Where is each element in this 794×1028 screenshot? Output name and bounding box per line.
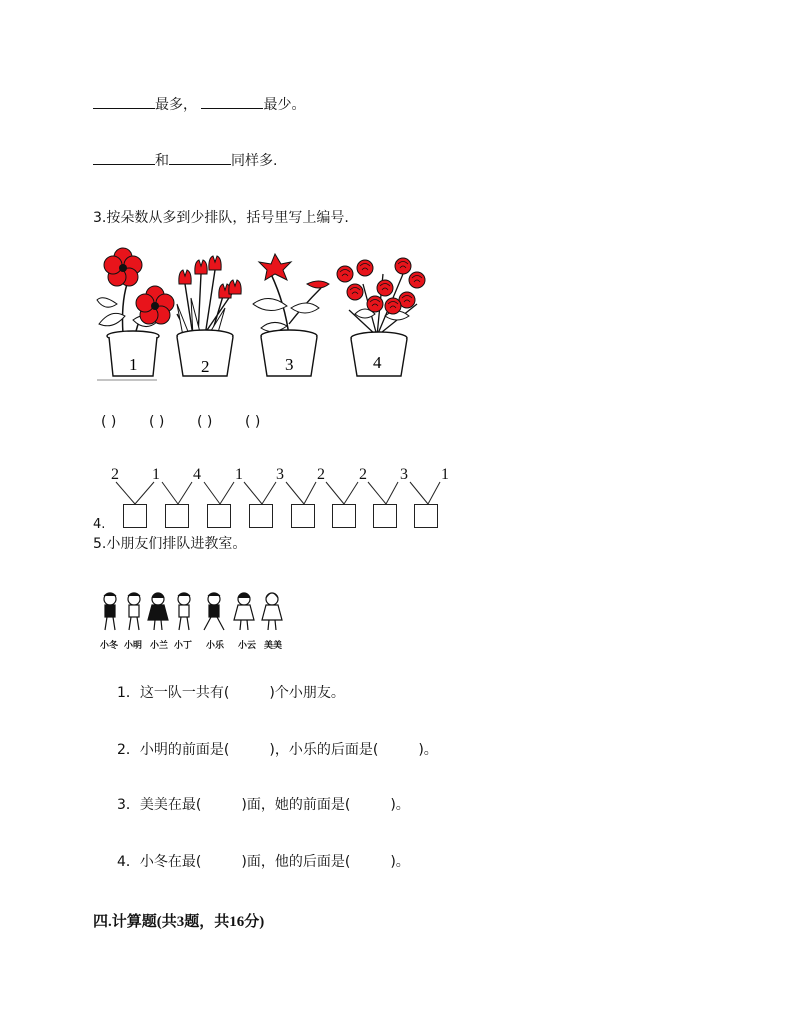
pot-number-2: 2 <box>201 357 210 376</box>
kid-label-4: 小丁 <box>174 641 193 651</box>
kid-label-5: 小乐 <box>206 641 225 651</box>
q2-same-text: 同样多. <box>231 153 278 169</box>
kid-label-2: 小明 <box>124 641 143 651</box>
q5-question-2 <box>117 740 438 760</box>
q5-question-4 <box>117 852 410 872</box>
q5-q1-part-b: )个小朋友。 <box>269 685 345 701</box>
q5-title: 5.小朋友们排队进教室。 <box>93 536 247 552</box>
q2-line <box>93 150 277 171</box>
q4-answer-box-2[interactable] <box>165 504 189 528</box>
pot-1-flowers <box>97 248 174 336</box>
q3-answer-4[interactable]: ( ) <box>245 414 261 430</box>
q5-q4-part-b: )面，他的后面是( <box>241 854 351 870</box>
q1-line <box>93 94 305 115</box>
q4-number-1: 2 <box>111 466 119 483</box>
q5-question-3 <box>117 795 410 815</box>
kid-label-3: 小兰 <box>150 641 169 651</box>
pot-number-4: 4 <box>373 353 382 372</box>
q5-q3-part-a: 3．美美在最( <box>117 797 202 813</box>
q4-answer-box-7[interactable] <box>373 504 397 528</box>
section-4-heading: 四.计算题(共3题，共16分) <box>93 914 265 930</box>
q2-blank-1[interactable] <box>93 150 155 165</box>
q3-answer-2[interactable]: ( ) <box>149 414 165 430</box>
q4-answer-box-4[interactable] <box>249 504 273 528</box>
pot-3-flowers <box>253 254 329 336</box>
pot-2-flowers <box>177 256 241 336</box>
q4-number-5: 3 <box>276 466 284 483</box>
pot-4-flowers <box>337 258 425 336</box>
q5-q2-part-c: )。 <box>418 742 438 758</box>
q4-number-3: 4 <box>193 466 201 483</box>
q5-q3-part-c: )。 <box>390 797 410 813</box>
kid-label-7: 美美 <box>264 641 283 651</box>
q3-answer-3[interactable]: ( ) <box>197 414 213 430</box>
q5-q4-part-a: 4．小冬在最( <box>117 854 202 870</box>
q4-label: 4. <box>93 517 106 532</box>
q5-q2-part-a: 2．小明的前面是( <box>117 742 230 758</box>
q4-answer-box-5[interactable] <box>291 504 315 528</box>
q4-number-6: 2 <box>317 466 325 483</box>
q4-answer-box-6[interactable] <box>332 504 356 528</box>
q4-number-8: 3 <box>400 466 408 483</box>
q3-title: 3.按朵数从多到少排队，括号里写上编号. <box>93 210 349 226</box>
q1-most-text: 最多， <box>155 97 197 113</box>
q5-q3-part-b: )面，她的前面是( <box>241 797 351 813</box>
q5-q1-part-a: 1．这一队一共有( <box>117 685 230 701</box>
q1-blank-most[interactable] <box>93 94 155 109</box>
q4-number-9: 1 <box>441 466 449 483</box>
children-line-illustration <box>98 590 290 636</box>
pot-1 <box>97 331 159 380</box>
q4-number-7: 2 <box>359 466 367 483</box>
q1-least-text: 最少。 <box>263 97 306 113</box>
q4-number-2: 1 <box>152 466 160 483</box>
kid-label-1: 小冬 <box>100 641 119 651</box>
q2-blank-2[interactable] <box>169 150 231 165</box>
q1-blank-least[interactable] <box>201 94 263 109</box>
q5-q2-part-b: )，小乐的后面是( <box>269 742 379 758</box>
kid-label-6: 小云 <box>238 641 257 651</box>
pot-number-3: 3 <box>285 355 294 374</box>
q4-answer-box-1[interactable] <box>123 504 147 528</box>
q4-number-4: 1 <box>235 466 243 483</box>
flower-pots-illustration <box>93 244 429 382</box>
pot-number-1: 1 <box>129 355 138 374</box>
q2-and-text: 和 <box>155 153 169 169</box>
q5-question-1 <box>117 683 345 703</box>
q3-answer-1[interactable]: ( ) <box>101 414 117 430</box>
q4-answer-box-8[interactable] <box>414 504 438 528</box>
q5-q4-part-c: )。 <box>390 854 410 870</box>
q4-answer-box-3[interactable] <box>207 504 231 528</box>
